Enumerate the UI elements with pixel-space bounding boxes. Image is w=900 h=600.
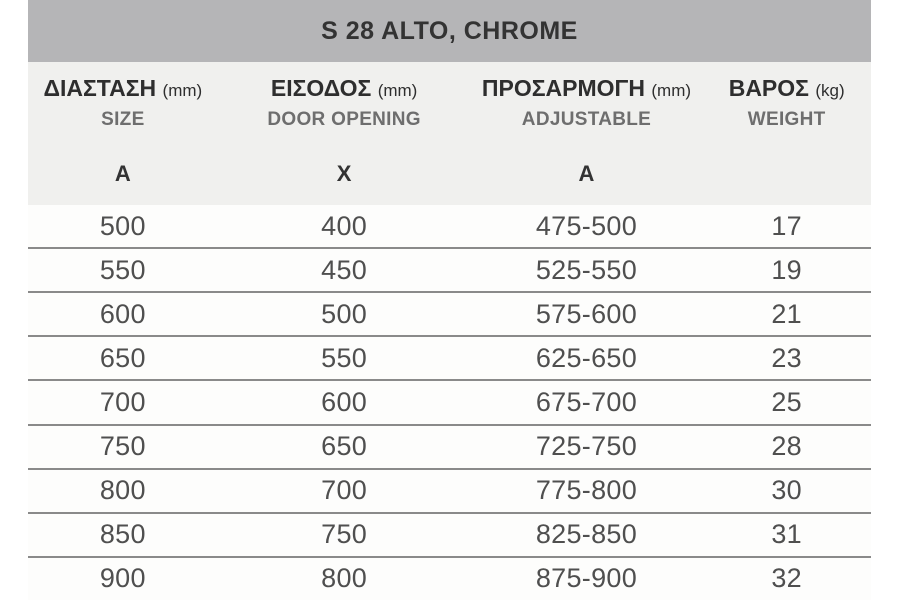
- column-unit: (kg): [815, 81, 845, 100]
- symbol-weight-empty: [702, 160, 871, 188]
- table-cell: 650: [99, 342, 146, 373]
- table-cell: 750: [321, 519, 368, 550]
- table-cell: 550: [99, 254, 146, 285]
- table-cell: 575-600: [535, 298, 638, 329]
- symbol-adjustable-a: A: [578, 161, 595, 186]
- table-cell: 625-650: [535, 342, 638, 373]
- table-cell: 23: [771, 342, 802, 373]
- column-greek-label: [702, 73, 871, 106]
- column-headers: [28, 73, 871, 134]
- table-header: [28, 62, 871, 205]
- table-cell: 650: [321, 431, 368, 462]
- table-cell: 800: [321, 563, 368, 594]
- symbol-opening-x: X: [336, 161, 352, 186]
- column-english-label: SIZE: [101, 109, 145, 130]
- column-unit: (mm): [162, 81, 203, 100]
- table-cell: 30: [771, 475, 802, 506]
- table-cell: 25: [771, 386, 802, 417]
- table-cell: 675-700: [535, 386, 638, 417]
- column-greek-label: [471, 73, 703, 106]
- column-greek-text: ΒΑΡΟΣ: [728, 75, 809, 101]
- table-row: [28, 468, 871, 512]
- table-cell: 525-550: [535, 254, 638, 285]
- table-cell: 700: [99, 386, 146, 417]
- column-greek-text: ΔΙΑΣΤΑΣΗ: [43, 75, 157, 101]
- table-cell: 825-850: [535, 519, 638, 550]
- table-cell: 700: [321, 475, 368, 506]
- table-body: [28, 205, 871, 600]
- column-header-size: [28, 73, 218, 134]
- table-row: [28, 247, 871, 291]
- column-greek-label: [28, 73, 218, 106]
- column-header-door-opening: [218, 73, 471, 134]
- table-cell: 600: [99, 298, 146, 329]
- symbol-row: [28, 160, 871, 188]
- table-cell: 800: [99, 475, 146, 506]
- column-header-adjustable: [471, 73, 703, 134]
- table-cell: 19: [771, 254, 802, 285]
- table-cell: 550: [321, 342, 368, 373]
- table-cell: 750: [99, 431, 146, 462]
- table-cell: 32: [771, 563, 802, 594]
- column-header-weight: [702, 73, 871, 134]
- column-english-label: WEIGHT: [747, 109, 826, 130]
- table-row: [28, 335, 871, 379]
- table-cell: 725-750: [535, 431, 638, 462]
- title-bar: [28, 0, 871, 62]
- table-cell: 400: [321, 210, 368, 241]
- table-row: [28, 291, 871, 335]
- table-cell: 17: [771, 210, 802, 241]
- table-row: [28, 379, 871, 423]
- table-cell: 500: [321, 298, 368, 329]
- column-unit: (mm): [651, 81, 692, 100]
- column-english-label: ADJUSTABLE: [521, 109, 652, 130]
- table-cell: 500: [99, 210, 146, 241]
- column-greek-text: ΕΙΣΟΔΟΣ: [270, 75, 372, 101]
- table-cell: 475-500: [535, 210, 638, 241]
- table-row: [28, 556, 871, 600]
- table-cell: 850: [99, 519, 146, 550]
- spec-table: [28, 0, 871, 600]
- table-row: [28, 512, 871, 556]
- table-cell: 21: [771, 298, 802, 329]
- column-unit: (mm): [377, 81, 418, 100]
- table-cell: 600: [321, 386, 368, 417]
- table-row: [28, 424, 871, 468]
- table-cell: 28: [771, 431, 802, 462]
- column-english-label: DOOR OPENING: [267, 109, 421, 130]
- table-cell: 900: [99, 563, 146, 594]
- table-cell: 450: [321, 254, 368, 285]
- table-cell: 775-800: [535, 475, 638, 506]
- table-row: [28, 205, 871, 247]
- column-greek-text: ΠΡΟΣΑΡΜΟΓΗ: [481, 75, 645, 101]
- table-cell: 875-900: [535, 563, 638, 594]
- table-cell: 31: [771, 519, 802, 550]
- product-title: S 28 ALTO, CHROME: [321, 16, 578, 45]
- column-greek-label: [218, 73, 471, 106]
- symbol-size-a: A: [114, 161, 131, 186]
